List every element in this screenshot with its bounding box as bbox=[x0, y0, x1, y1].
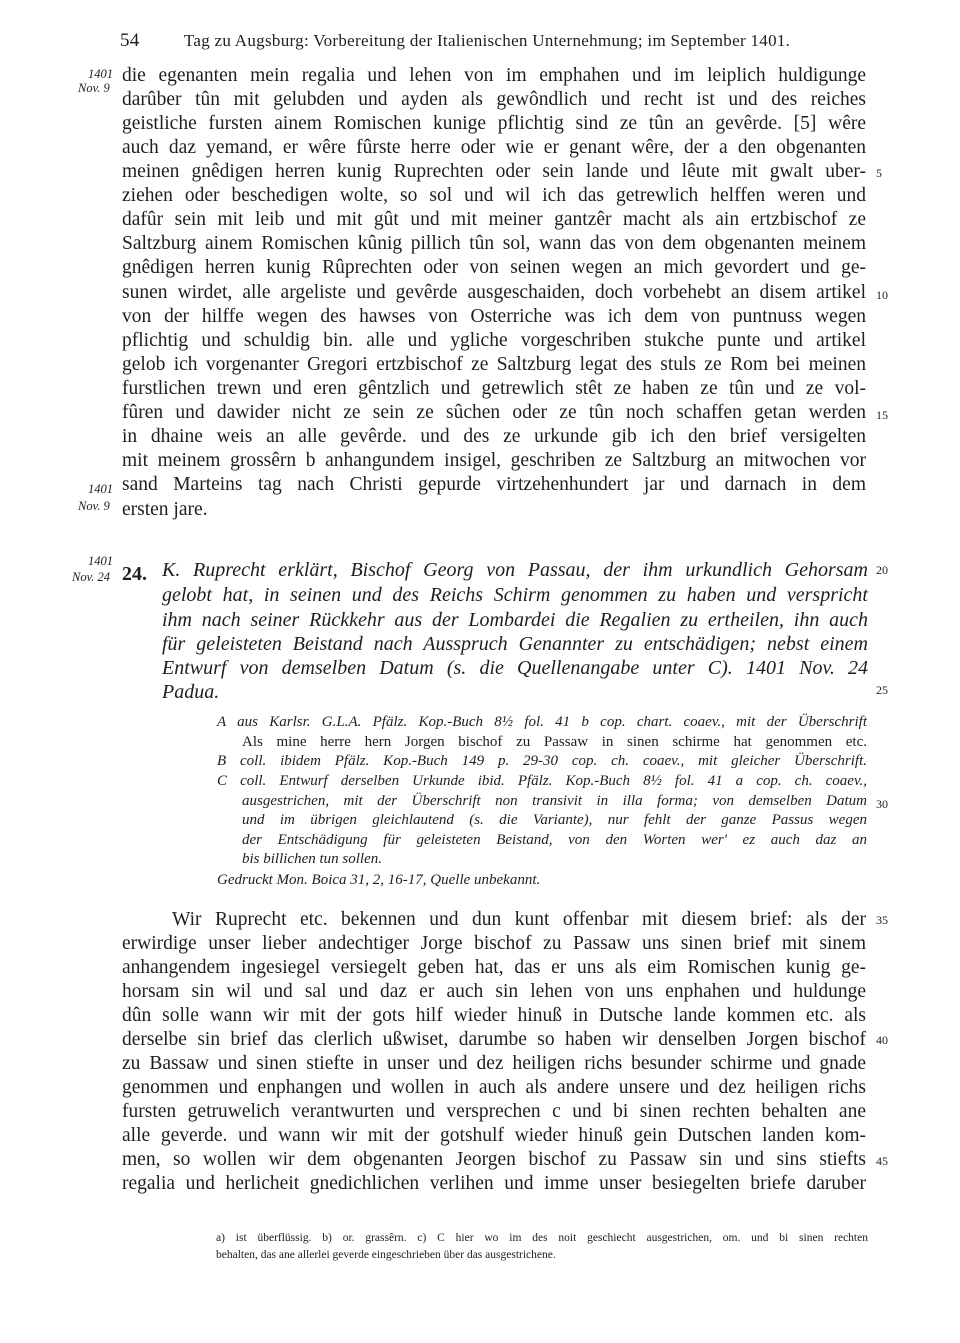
margin-date-year: 1401 bbox=[88, 67, 113, 81]
text-line: pflichtig und schuldig bin. alle und ygliche vorgeschriben stukche punte und artikel bbox=[122, 330, 866, 351]
line-number: 30 bbox=[876, 797, 888, 811]
line-number: 40 bbox=[876, 1033, 888, 1047]
regest-line: ihm nach seiner Rückkehr aus der Lombardei die Regalien zu ertheilen, ihn auch bbox=[162, 609, 868, 631]
line-number: 35 bbox=[876, 913, 888, 927]
text-line: regalia und herlicheit gnedichlichen verlihen und imme unser besiegelten briefe daruber bbox=[122, 1173, 866, 1194]
text-line: geistliche fursten ainem Romischen kunige pflichtig sind ze tûn an gevêrde. [5] wêre bbox=[122, 113, 866, 134]
text-line: Saltzburg ainem Romischen kûnig pillich tûn sol, wann das von dem obgenanten meinem bbox=[122, 233, 866, 254]
regest-line: Padua. bbox=[162, 681, 220, 703]
document-number: 24. bbox=[122, 563, 147, 585]
text-line: von der hilffe wegen des hawses von Osterriche was ich dem von puntnuss wegen bbox=[122, 306, 866, 327]
line-number: 5 bbox=[876, 166, 882, 180]
source-line: Gedruckt Mon. Boica 31, 2, 16-17, Quelle unbekannt. bbox=[217, 872, 541, 888]
footnote-line: a) ist überflüssig. b) or. grassêrn. c) C hier wo im des noit geschiecht ausgestrichen, om. und bi sinen rechten bbox=[216, 1232, 868, 1244]
text-line: genommen und enphangen und wollen in auch als andere unsere und dez heiligen richs bbox=[122, 1077, 866, 1098]
page-number: 54 bbox=[120, 30, 140, 51]
text-line: ersten jare. bbox=[122, 499, 208, 520]
margin-date-day: Nov. 9 bbox=[78, 499, 110, 513]
source-line: der Entschädigung für geleisteten Beistand, von den Worten wer' ez auch daz an bbox=[242, 832, 867, 848]
text-line: derselbe sin brief das clerlich ußwiset, darumbe so haben wir denselben Jorgen bischof bbox=[122, 1029, 866, 1050]
line-number: 20 bbox=[876, 563, 888, 577]
running-title: Tag zu Augsburg: Vorbereitung der Italienischen Unternehmung; im September 1401. bbox=[183, 31, 791, 50]
text-line: sunen wirdet, alle argeliste und gevêrde ausgeschaiden, doch vorbehebt an disem artikel bbox=[122, 282, 866, 303]
line-number: 25 bbox=[876, 683, 888, 697]
text-line: gelob ich vorgenanter Gregori ertzbischof ze Saltzburg legat des stuls ze Rom bei meinen bbox=[122, 354, 866, 375]
source-line: Als mine herre hern Jorgen bischof zu Passaw in sinen schirme hat genommen etc. bbox=[242, 734, 867, 750]
text-line: men, so wollen wir dem obgenanten Jeorgen bischof zu Passaw sin und sins stiefts bbox=[122, 1149, 866, 1170]
regest-line: Entwurf von demselben Datum (s. die Quellenangabe unter C). 1401 Nov. 24 bbox=[162, 657, 868, 679]
text-line: furstlichen trewn und eren gêntzlich und getrewlich stêt ze haben ze tûn und ze vol- bbox=[122, 378, 866, 399]
regest-line: gelobt hat, in seinen und des Reichs Schirm genommen zu haben und verspricht bbox=[162, 584, 868, 606]
source-line: bis billichen tun sollen. bbox=[242, 851, 382, 867]
text-line: auch daz yemand, er wêre fûrste herre oder wie er genant wêre, der a den obgenanten bbox=[122, 137, 866, 158]
text-line: in dhaine weis an alle gevêrde. und des ze urkunde gib ich den brief versigelten bbox=[122, 426, 866, 447]
text-line: die egenanten mein regalia und lehen von im emphahen und im leiplich huldigunge bbox=[122, 65, 866, 86]
text-line: zu Bassaw und sinen stiefte in unser und dez heiligen richs besunder schirme und gnade bbox=[122, 1053, 866, 1074]
text-line: dûn solle wann wir mit der gots hilf wieder hinuß in Dutsche lande kommen etc. als bbox=[122, 1005, 866, 1026]
text-line: anhangendem ingesiegel versiegelt geben hat, das er uns als eim Romischen kunig ge- bbox=[122, 957, 866, 978]
text-line: horsam sin wil und sal und daz er auch sin lehen von uns enphahen und huldunge bbox=[122, 981, 866, 1002]
line-number: 15 bbox=[876, 408, 888, 422]
source-line: C coll. Entwurf derselben Urkunde ibid. Pfälz. Kop.-Buch 8½ fol. 41 a cop. ch. coaev., bbox=[217, 773, 867, 789]
source-line: und im übrigen gleichlautend (s. die Variante), nur fehlt der ganze Passus wegen bbox=[242, 812, 867, 828]
text-line: sand Marteins tag nach Christi gepurde virtzehenhundert jar und darnach in dem bbox=[122, 474, 866, 495]
source-line: B coll. ibidem Pfälz. Kop.-Buch 149 p. 29-30 cop. ch. coaev., mit gleicher Überschrift. bbox=[217, 753, 867, 769]
text-line: meinen gnêdigen herren kunig Ruprechten oder sein lande und lêute mit gwalt uber- bbox=[122, 161, 866, 182]
text-line: gnêdigen herren kunig Rûprechten oder von seinen wegen an mich gevordert und ge- bbox=[122, 257, 866, 278]
margin-date-day: Nov. 9 bbox=[78, 81, 110, 95]
footnote-line: behalten, das ane allerlei geverde eingeschrieben über das ausgestrichene. bbox=[216, 1249, 556, 1261]
source-line: A aus Karlsr. G.L.A. Pfälz. Kop.-Buch 8½ fol. 41 b cop. chart. coaev., mit der Überschrift bbox=[217, 714, 867, 730]
margin-date-year: 1401 bbox=[88, 482, 113, 496]
text-line: alle geverde. und wann wir mit der gotshulf wieder hinuß gein Dutschen landen kom- bbox=[122, 1125, 866, 1146]
text-line: erwirdige unser lieber andechtiger Jorge bischof zu Passaw uns sinen brief mit sinem bbox=[122, 933, 866, 954]
source-line: ausgestrichen, mit der Überschrift non transivit in illa forma; von demselben Datum bbox=[242, 793, 867, 809]
text-line: darûber tûn mit gelubden und ayden als gewôndlich und recht ist und des reiches bbox=[122, 89, 866, 110]
regest-line: K. Ruprecht erklärt, Bischof Georg von Passau, der ihm urkundlich Gehorsam bbox=[162, 559, 868, 581]
line-number: 10 bbox=[876, 288, 888, 302]
text-line: ziehen oder beschedigen wolte, so sol und wil ich das getrewlich helffen weren und bbox=[122, 185, 866, 206]
text-line: Wir Ruprecht etc. bekennen und dun kunt offenbar mit diesem brief: als der bbox=[172, 909, 866, 930]
margin-date-year: 1401 bbox=[88, 554, 113, 568]
regest-line: für geleisteten Beistand nach Ausspruch Genannter zu entschädigen; nebst einem bbox=[162, 633, 868, 655]
text-line: fûren und dawider nicht ze sein ze sûchen oder ze tûn noch schaffen getan werden bbox=[122, 402, 866, 423]
running-header bbox=[120, 30, 790, 52]
text-line: fursten getruwelich verantwurten und versprechen c und bi sinen rechten behalten ane bbox=[122, 1101, 866, 1122]
text-line: mit meinem grossêrn b anhangundem insigel, geschriben ze Saltzburg an mitwochen vor bbox=[122, 450, 866, 471]
text-line: dafûr sein mit leib und mit gût und mit meiner gantzêr macht als ain ertzbischof ze bbox=[122, 209, 866, 230]
margin-date-day: Nov. 24 bbox=[72, 570, 110, 584]
line-number: 45 bbox=[876, 1154, 888, 1168]
